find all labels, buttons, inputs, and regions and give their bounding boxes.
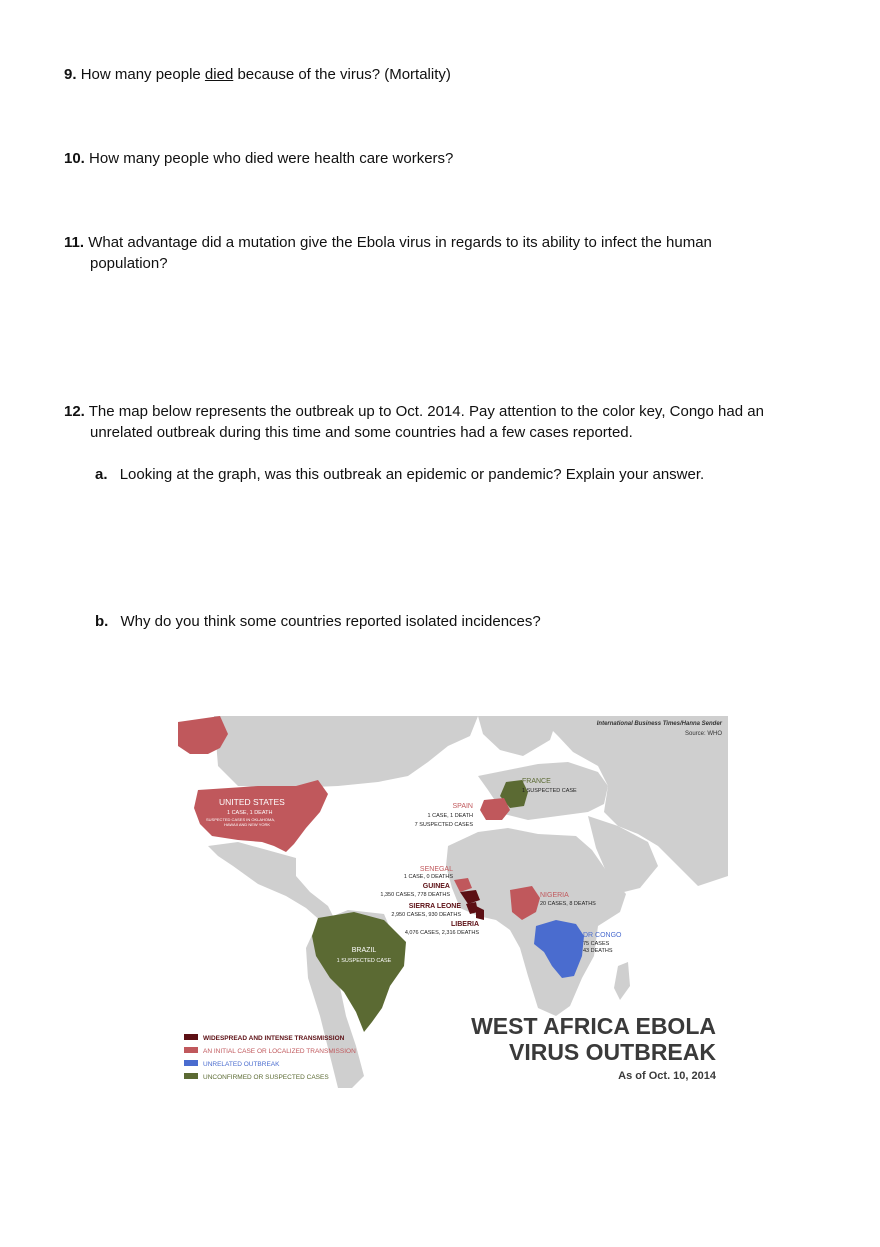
label-spain-name: SPAIN [452, 803, 473, 810]
question-text-post: because of the virus? (Mortality) [233, 66, 451, 83]
country-us-main [194, 780, 328, 852]
land-madagascar [614, 962, 630, 1000]
country-spain [480, 798, 510, 820]
question-text-line1: What advantage did a mutation give the Ebola virus in regards to its ability to infect the human [88, 234, 712, 251]
legend-label: WIDESPREAD AND INTENSE TRANSMISSION [203, 1035, 345, 1042]
land-canada [214, 716, 478, 788]
label-brazil-stats: 1 SUSPECTED CASE [336, 958, 392, 964]
question-number: 9. [64, 66, 77, 83]
label-spain-stats: 1 CASE, 1 DEATH [427, 813, 473, 819]
land-mexico-central-america [208, 842, 336, 922]
subquestion-text: Why do you think some countries reported isolated incidences? [120, 613, 541, 630]
label-drcongo-deaths: 43 DEATHS [583, 948, 613, 954]
legend-label: UNRELATED OUTBREAK [203, 1061, 280, 1068]
map-legend [184, 1034, 356, 1081]
legend-swatch-initial [184, 1047, 198, 1053]
legend-label: UNCONFIRMED OR SUSPECTED CASES [203, 1074, 329, 1081]
ebola-outbreak-map [178, 716, 728, 1088]
question-text-line1: The map below represents the outbreak up to Oct. 2014. Pay attention to the color key, Congo had an [88, 403, 764, 420]
subquestion-text: Looking at the graph, was this outbreak an epidemic or pandemic? Explain your answer. [119, 466, 705, 483]
question-11 [64, 232, 824, 274]
label-nigeria-name: NIGERIA [540, 892, 569, 899]
map-title-line2: VIRUS OUTBREAK [508, 1039, 716, 1065]
label-sierra-leone-stats: 2,950 CASES, 930 DEATHS [391, 912, 461, 918]
subquestion-label: a. [95, 466, 108, 483]
legend-swatch-suspected [184, 1073, 198, 1079]
label-us-suspected2: HAWAII AND NEW YORK [224, 822, 271, 827]
question-text-line2: unrelated outbreak during this time and some countries had a few cases reported. [90, 424, 633, 441]
question-12b [95, 611, 541, 632]
label-spain-suspected: 7 SUSPECTED CASES [414, 822, 473, 828]
label-liberia-name: LIBERIA [451, 921, 479, 928]
question-number: 12. [64, 403, 85, 420]
label-sierra-leone-name: SIERRA LEONE [408, 903, 461, 910]
label-guinea-stats: 1,350 CASES, 778 DEATHS [380, 892, 450, 898]
label-france-stats: 1 SUSPECTED CASE [522, 788, 577, 794]
question-12a [95, 464, 704, 485]
question-number: 11. [64, 234, 85, 251]
question-9 [64, 64, 451, 85]
map-title-line1: WEST AFRICA EBOLA [471, 1013, 716, 1039]
label-brazil-name: BRAZIL [351, 947, 377, 954]
underlined-word: died [204, 66, 234, 83]
label-senegal-name: SENEGAL [419, 866, 453, 873]
subquestion-label: b. [95, 613, 109, 630]
question-text-pre: How many people [80, 66, 205, 83]
label-guinea-name: GUINEA [422, 883, 450, 890]
label-us-name: UNITED STATES [219, 797, 285, 807]
question-text: How many people who died were health care workers? [89, 150, 454, 167]
legend-label: AN INITIAL CASE OR LOCALIZED TRANSMISSION [203, 1048, 356, 1055]
question-number: 10. [64, 150, 85, 167]
label-us-suspected1: SUSPECTED CASES IN OKLAHOMA, [206, 817, 276, 822]
map-credit: International Business Times/Hanna Sender [596, 721, 722, 727]
question-text-line2: population? [90, 255, 168, 272]
label-nigeria-stats: 20 CASES, 8 DEATHS [540, 901, 596, 907]
label-drcongo-name: DR CONGO [583, 932, 622, 939]
label-drcongo-cases: 75 CASES [583, 941, 610, 947]
label-france-name: FRANCE [522, 778, 551, 785]
map-source: Source: WHO [684, 731, 722, 737]
map-date: As of Oct. 10, 2014 [618, 1070, 716, 1082]
question-10 [64, 148, 453, 169]
label-senegal-stats: 1 CASE, 0 DEATHS [403, 874, 453, 880]
question-12 [64, 401, 844, 443]
legend-swatch-widespread [184, 1034, 198, 1040]
label-us-stats: 1 CASE, 1 DEATH [227, 810, 273, 816]
legend-swatch-unrelated [184, 1060, 198, 1066]
label-liberia-stats: 4,076 CASES, 2,316 DEATHS [404, 930, 479, 936]
